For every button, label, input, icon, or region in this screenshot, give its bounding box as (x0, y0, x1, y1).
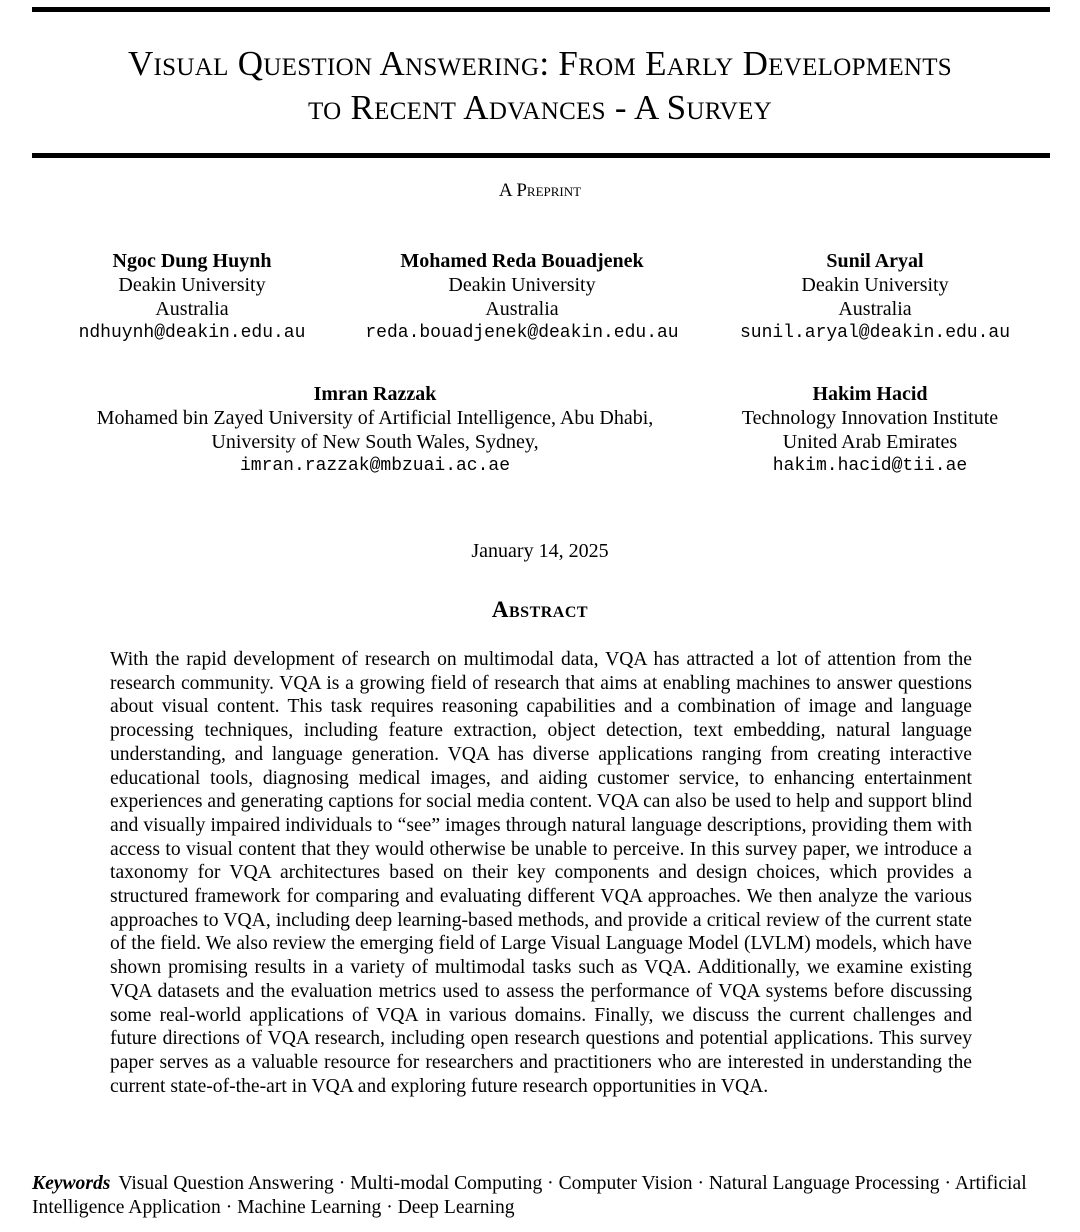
title-line-2: to Recent Advances - A Survey (307, 88, 773, 127)
author-block (720, 382, 1020, 478)
author-name: Mohamed Reda Bouadjenek (400, 250, 644, 272)
author-block (56, 249, 328, 345)
author-affiliation: Deakin University (448, 274, 596, 296)
paper-title (0, 42, 1080, 130)
author-country: Australia (485, 298, 559, 320)
author-affiliation: University of New South Wales, Sydney, (211, 431, 539, 453)
abstract-text: With the rapid development of research on multimodal data, VQA has attracted a lot of attention from the research community. VQA is a growing field of research that aims at enabling machines to answer questions about visual content. This task requires reasoning capabilities and a combination of image and language processing techniques, including feature extraction, object detection, text embedding, natural language understanding, and language generation. VQA has diverse applications ranging from creating interactive educational tools, diagnosing medical images, and aiding customer service, to enhancing entertainment experiences and generating captions for social media content. VQA can also be used to help and support blind and visually impaired individuals to “see” images through natural language descriptions, providing them with access to visual content that they would otherwise be unable to perceive. In this survey paper, we introduce a taxonomy for VQA architectures based on their key components and design choices, which provides a structured framework for comparing and evaluating different VQA approaches. We then analyze the various approaches to VQA, including deep learning-based methods, and provide a critical review of the current state of the field. We also review the emerging field of Large Visual Language Model (LVLM) models, which have shown promising results in a variety of multimodal tasks such as VQA. Additionally, we examine existing VQA datasets and the evaluation metrics used to assess the performance of VQA systems before discussing some real-world applications of VQA in various domains. Finally, we discuss the current challenges and future directions of VQA research, including open research questions and potential applications. This survey paper serves as a valuable resource for researchers and practitioners who are interested in understanding the current state-of-the-art in VQA and exploring future research opportunities in VQA. (110, 649, 972, 1097)
title-line-1: Visual Question Answering: From Early Developments (127, 44, 953, 83)
author-block (720, 249, 1030, 345)
author-email[interactable]: sunil.aryal@deakin.edu.au (739, 323, 1011, 343)
title-top-rule (32, 7, 1050, 12)
author-name: Ngoc Dung Huynh (112, 250, 272, 272)
author-email[interactable]: reda.bouadjenek@deakin.edu.au (365, 323, 679, 343)
author-name: Sunil Aryal (826, 250, 924, 272)
author-affiliation: Technology Innovation Institute (741, 407, 999, 429)
author-affiliation: Deakin University (801, 274, 949, 296)
author-name: Hakim Hacid (812, 383, 928, 405)
author-block (340, 249, 704, 345)
author-email[interactable]: imran.razzak@mbzuai.ac.ae (239, 456, 511, 476)
title-bottom-rule (32, 153, 1050, 158)
author-email[interactable]: hakim.hacid@tii.ae (772, 456, 968, 476)
abstract-heading: Abstract (491, 597, 589, 622)
author-affiliation: Mohamed bin Zayed University of Artificial Intelligence, Abu Dhabi, (96, 407, 654, 429)
publication-date: January 14, 2025 (471, 540, 609, 562)
author-country: United Arab Emirates (782, 431, 958, 453)
author-block (60, 382, 690, 478)
keywords-list: Visual Question Answering · Multi-modal Computing · Computer Vision · Natural Language Processing · Artificial Intelligence Application · Machine Learning · Deep Learning (32, 1173, 1027, 1218)
author-affiliation: Deakin University (118, 274, 266, 296)
author-country: Australia (838, 298, 912, 320)
keywords-label: Keywords (32, 1173, 111, 1194)
author-country: Australia (155, 298, 229, 320)
author-name: Imran Razzak (313, 383, 437, 405)
preprint-label: A Preprint (498, 180, 582, 201)
keywords-section (32, 1172, 1052, 1220)
author-email[interactable]: ndhuynh@deakin.edu.au (78, 323, 306, 343)
